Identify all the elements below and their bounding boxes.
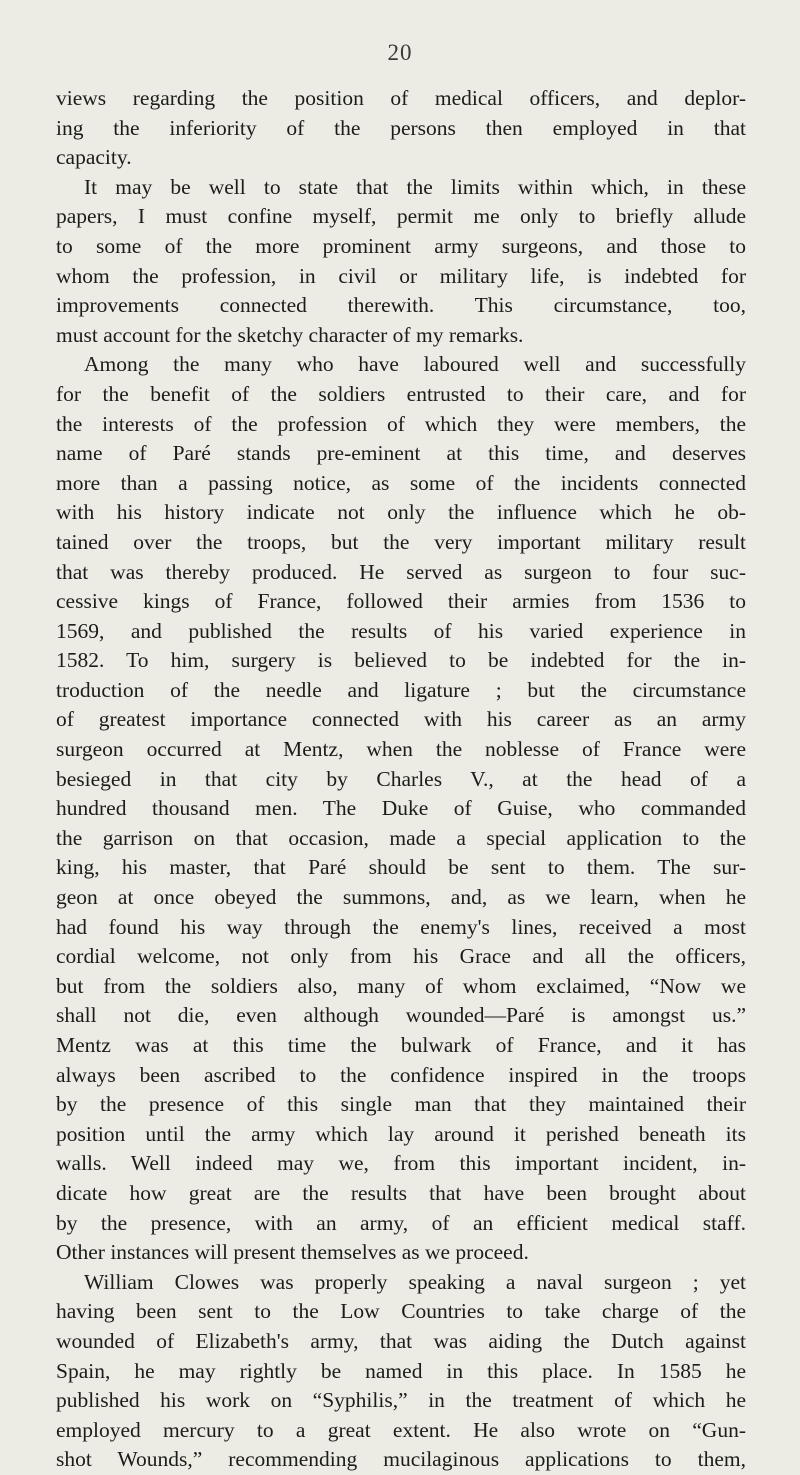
text-line: Mentz was at this time the bulwark of France, and it has [56, 1033, 746, 1057]
text-line: the garrison on that occasion, made a special application to the [56, 825, 746, 850]
text-line: It may be well to state that the limits within which, in these [84, 174, 746, 199]
text-line: more than a passing notice, as some of the incidents connected [56, 470, 746, 495]
text-line: hundred thousand men. The Duke of Guise, who commanded [56, 796, 746, 821]
text-line: troduction of the needle and ligature ; but the circumstance [56, 677, 746, 702]
text-line: but from the soldiers also, many of whom exclaimed, “Now we [56, 973, 746, 998]
text-line: for the benefit of the soldiers entrusted to their care, and for [56, 381, 746, 406]
text-line: to some of the more prominent army surgeons, and those to [56, 233, 746, 258]
text-line: employed mercury to a great extent. He also wrote on “Gun- [56, 1417, 746, 1442]
text-line: geon at once obeyed the summons, and, as we learn, when he [56, 885, 746, 910]
text-line: surgeon occurred at Mentz, when the noblesse of France were [56, 737, 746, 762]
text-line: ing the inferiority of the persons then employed in that [56, 115, 746, 140]
text-line: 1582. To him, surgery is believed to be indebted for the in- [56, 648, 746, 673]
text-line: whom the profession, in civil or military life, is indebted for [56, 263, 746, 288]
text-line: having been sent to the Low Countries to take charge of the [56, 1299, 746, 1324]
text-line: by the presence of this single man that they maintained their [56, 1092, 746, 1117]
text-line: shall not die, even although wounded—Paré is amongst us.” [56, 1003, 746, 1028]
text-line: that was thereby produced. He served as surgeon to four suc- [56, 559, 746, 584]
text-line: cordial welcome, not only from his Grace and all the officers, [56, 944, 746, 969]
text-line: shot Wounds,” recommending mucilaginous applications to them, [56, 1447, 746, 1472]
text-line: must account for the sketchy character of my remarks. [56, 322, 524, 347]
text-line: with his history indicate not only the influence which he ob- [56, 500, 746, 525]
text-line: walls. Well indeed may we, from this important incident, in- [56, 1151, 746, 1176]
text-line: of greatest importance connected with his career as an army [56, 707, 746, 732]
body-text [56, 84, 746, 1475]
text-line: Other instances will present themselves as we proceed. [56, 1240, 529, 1265]
text-line: Spain, he may rightly be named in this place. In 1585 he [56, 1358, 746, 1383]
text-line: capacity. [56, 145, 132, 170]
text-line: improvements connected therewith. This circumstance, too, [56, 293, 746, 318]
text-line: published his work on “Syphilis,” in the treatment of which he [56, 1388, 746, 1413]
text-line: dicate how great are the results that have been brought about [56, 1180, 746, 1205]
text-line: views regarding the position of medical officers, and deplor- [56, 86, 746, 110]
text-line: always been ascribed to the confidence inspired in the troops [56, 1062, 746, 1087]
text-line: wounded of Elizabeth's army, that was aiding the Dutch against [56, 1328, 746, 1353]
text-line: by the presence, with an army, of an efficient medical staff. [56, 1210, 746, 1235]
text-line: the interests of the profession of which they were members, the [56, 411, 746, 436]
text-line: papers, I must confine myself, permit me only to briefly allude [56, 204, 746, 229]
text-line: name of Paré stands pre-eminent at this time, and deserves [56, 441, 746, 466]
text-line: 1569, and published the results of his varied experience in [56, 618, 746, 643]
text-line: tained over the troops, but the very important military result [56, 529, 746, 554]
text-line: had found his way through the enemy's lines, received a most [56, 914, 746, 939]
text-line: William Clowes was properly speaking a naval surgeon ; yet [84, 1269, 746, 1294]
page-number: 20 [387, 40, 413, 65]
text-line: besieged in that city by Charles V., at the head of a [56, 766, 746, 791]
text-line: king, his master, that Paré should be sent to them. The sur- [56, 855, 746, 880]
text-line: cessive kings of France, followed their armies from 1536 to [56, 589, 746, 614]
text-line: position until the army which lay around it perished beneath its [56, 1121, 746, 1146]
text-line: Among the many who have laboured well and successfully [84, 352, 746, 377]
